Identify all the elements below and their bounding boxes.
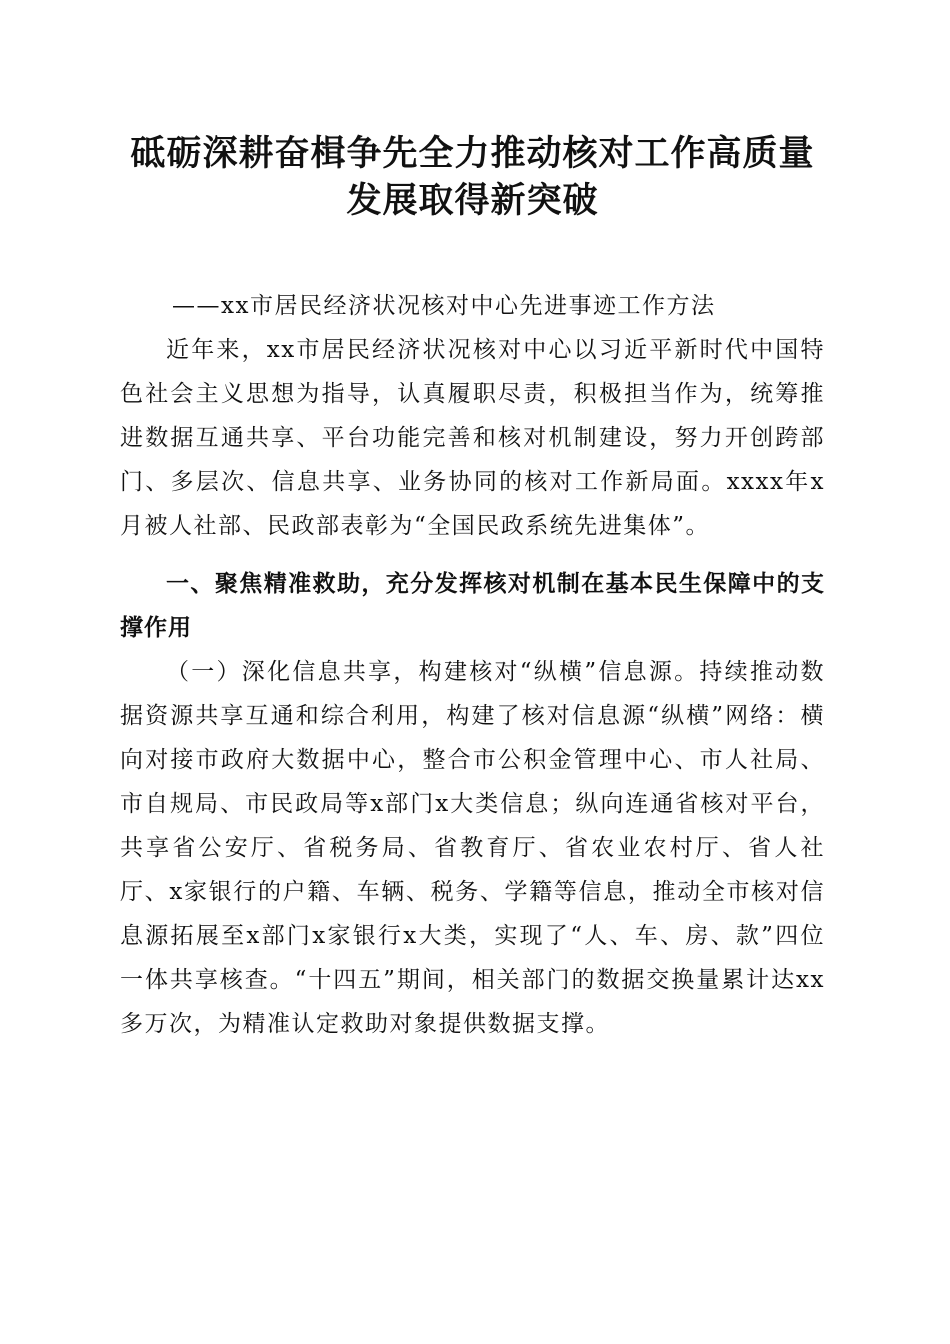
document-title: 砥砺深耕奋楫争先全力推动核对工作高质量发展取得新突破	[130, 133, 815, 221]
intro-paragraph: 近年来，xx市居民经济状况核对中心以习近平新时代中国特色社会主义思想为指导，认真履职尽责，积极担当作为，统筹推进数据互通共享、平台功能完善和核对机制建设，努力开创跨部门、多层次、信息共享、业务协同的核对工作新局面。xxxx年x月被人社部、民政部表彰为“全国民政系统先进集体”。	[120, 337, 825, 539]
document-page	[120, 130, 825, 1046]
section-paragraph: （一）深化信息共享，构建核对“纵横”信息源。持续推动数据资源共享互通和综合利用，构建了核对信息源“纵横”网络：横向对接市政府大数据中心，整合市公积金管理中心、市人社局、市自规局、市民政局等x部门x大类信息；纵向连通省核对平台，共享省公安厅、省税务局、省教育厅、省农业农村厅、省人社厅、x家银行的户籍、车辆、税务、学籍等信息，推动全市核对信息源拓展至x部门x家银行x大类，实现了“人、车、房、款”四位一体共享核查。“十四五”期间，相关部门的数据交换量累计达xx多万次，为精准认定救助对象提供数据支撑。	[120, 659, 825, 1037]
section-heading: 一、聚焦精准救助，充分发挥核对机制在基本民生保障中的支撑作用	[120, 571, 825, 641]
document-subtitle: ——xx市居民经济状况核对中心先进事迹工作方法	[172, 293, 716, 319]
